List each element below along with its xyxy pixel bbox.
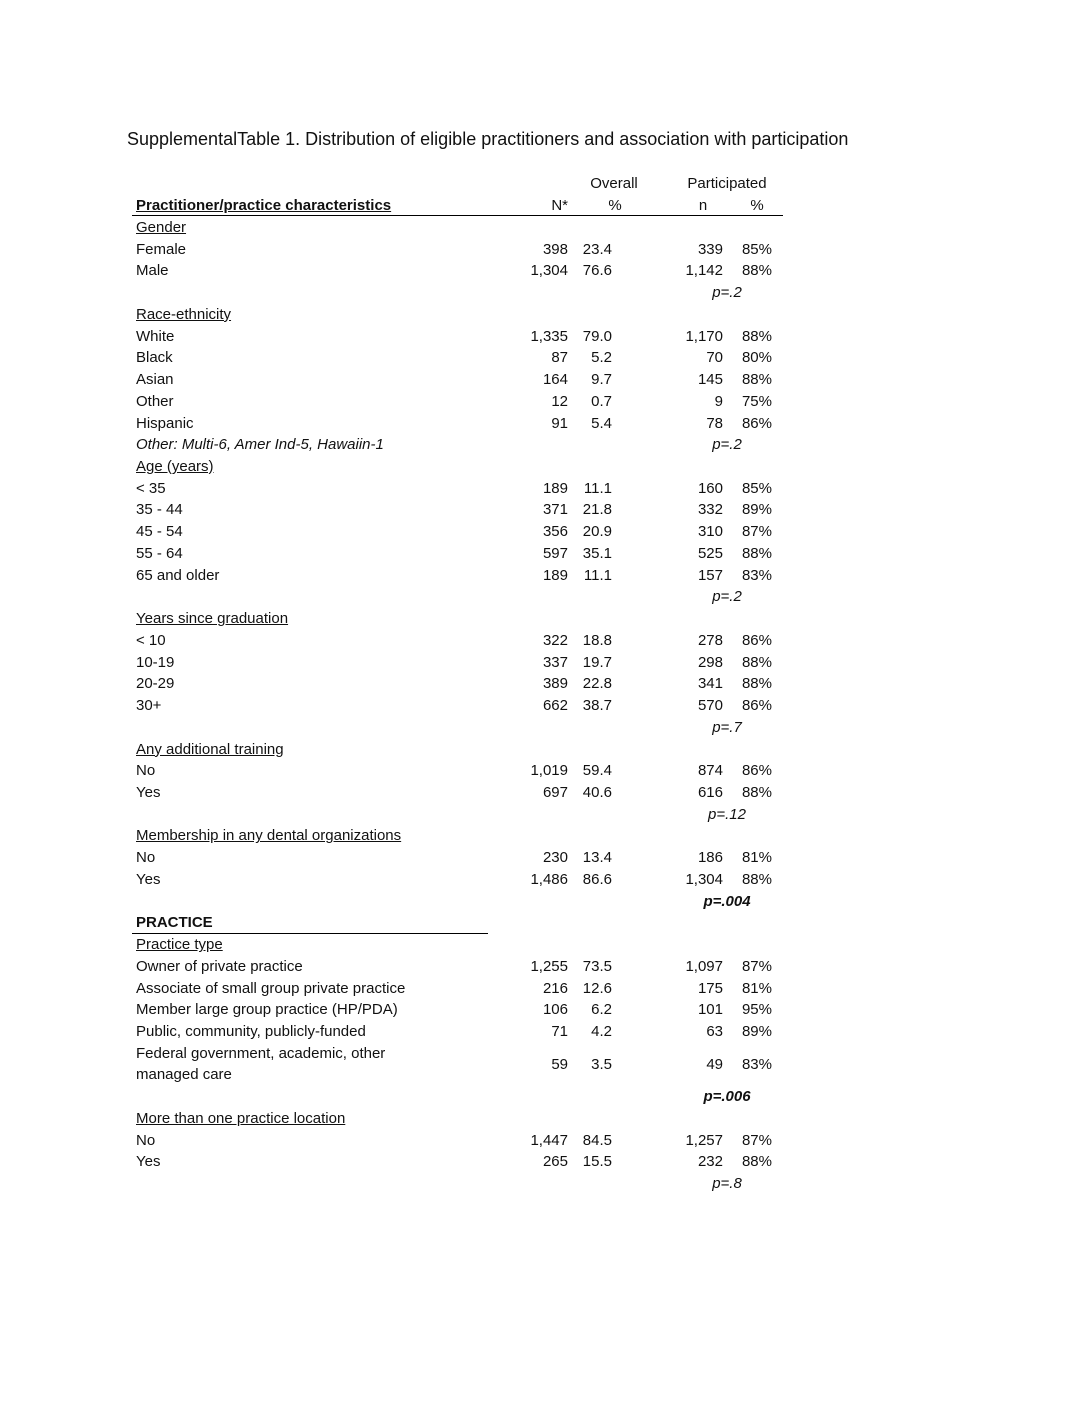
overall-n-cell: 164 [542,371,568,389]
overall-n-cell: 1,486 [530,870,568,888]
participated-pct-cell: 88% [741,327,772,345]
overall-header: Overall [590,175,638,192]
row-label: 55 - 64 [136,544,183,562]
overall-n-cell: 337 [542,653,568,671]
overall-pct-cell: 35.1 [582,544,612,562]
overall-pct-cell: 84.5 [582,1131,612,1149]
overall-pct-cell: 79.0 [582,327,612,345]
participated-pct-cell: 89% [741,1023,772,1040]
overall-pct-cell: 38.7 [582,697,612,715]
overall-pct-cell: 59.4 [582,762,612,780]
participated-pct-cell: 88% [741,262,772,280]
participated-pct-cell: 86% [741,762,772,780]
participated-pct-cell: 89% [741,501,772,519]
row-label: 65 and older [136,566,220,584]
table-row [0,697,1088,718]
overall-n-cell: 1,447 [530,1131,568,1149]
table-row [0,1132,1088,1153]
table-row [0,784,1088,805]
participated-n-cell: 298 [697,653,723,671]
table-row [0,523,1088,544]
row-label: < 35 [136,479,166,497]
section-header [0,1110,1088,1131]
participated-pct-header: % [750,197,764,214]
overall-n-cell: 189 [542,566,568,584]
overall-n-cell: 322 [542,631,568,649]
participated-n-cell: 1,257 [685,1131,723,1149]
participated-n-cell: 310 [697,523,723,541]
table-row [0,1153,1088,1174]
row-label: Public, community, publicly-funded [136,1023,366,1040]
p-value: p=.2 [712,284,742,302]
participated-n-cell: 186 [697,849,723,867]
table-row [0,980,1088,1001]
p-value-row [0,719,1088,740]
table-row [0,1023,1088,1044]
table-row [0,849,1088,870]
overall-n-cell: 1,019 [530,762,568,780]
overall-n-cell: 216 [542,979,568,997]
row-label: 10-19 [136,653,175,671]
participated-n-cell: 78 [706,414,723,432]
section-header [0,458,1088,479]
participated-pct-cell: 80% [741,349,772,367]
overall-n-cell: 371 [542,501,568,519]
row-label: Years since graduation [136,610,289,628]
row-label: Member large group practice (HP/PDA) [136,1001,398,1019]
participated-pct-cell: 83% [741,1055,772,1073]
p-value: p=.12 [708,805,746,823]
participated-pct-cell: 86% [741,414,772,432]
overall-n-cell: 265 [542,1153,568,1171]
table-row [0,654,1088,675]
row-label: PRACTICE [136,914,213,932]
participated-n-cell: 175 [697,979,723,997]
row-label: Age (years) [136,458,214,476]
section-header [0,219,1088,240]
participated-pct-cell: 75% [741,392,772,410]
row-label: Male [136,262,169,280]
row-label: Associate of small group private practice [136,979,406,997]
p-value-row [0,1088,1088,1109]
overall-pct-cell: 6.2 [591,1001,612,1019]
row-label: Gender [136,219,187,236]
participated-pct-cell: 87% [741,523,772,541]
participated-pct-cell: 85% [741,240,772,258]
p-value: p=.8 [712,1175,742,1193]
row-label: White [136,327,175,345]
table-row [0,675,1088,696]
table-row [0,1045,1088,1088]
overall-n-cell: 87 [551,349,568,367]
overall-pct-cell: 5.4 [591,414,612,432]
header-rule [132,215,783,216]
p-value-row [0,588,1088,609]
participated-pct-cell: 88% [741,371,772,389]
participated-n-cell: 339 [697,240,723,258]
participated-n-cell: 278 [697,631,723,649]
participated-pct-cell: 88% [741,1153,772,1171]
row-label: Other [136,392,174,410]
participated-pct-cell: 86% [741,697,772,715]
row-label: No [136,762,156,780]
table-row [0,567,1088,588]
row-label: Membership in any dental organizations [136,827,402,845]
overall-n-cell: 1,255 [530,957,568,975]
row-label: Female [136,240,187,258]
table-row [0,371,1088,392]
participated-n-cell: 332 [697,501,723,519]
row-label: Any additional training [136,740,284,758]
participated-pct-cell: 88% [741,870,772,888]
participated-pct-cell: 88% [741,675,772,693]
participated-header: Participated [687,175,767,192]
p-value-row [0,1175,1088,1196]
table-row [0,262,1088,283]
participated-n-cell: 160 [697,479,723,497]
n-star-header: N* [551,197,568,214]
row-label-continued: managed care [136,1066,232,1084]
table-row [0,632,1088,653]
participated-n-cell: 1,304 [685,870,723,888]
overall-n-cell: 1,335 [530,327,568,345]
participated-n-cell: 232 [697,1153,723,1171]
table-row [0,958,1088,979]
overall-pct-cell: 23.4 [582,240,612,258]
section-header [0,741,1088,762]
p-value: p=.004 [703,892,751,910]
overall-n-cell: 697 [542,783,568,801]
participated-n-cell: 9 [714,392,723,410]
table-row [0,349,1088,370]
table-row [0,871,1088,892]
row-label: More than one practice location [136,1109,346,1127]
participated-pct-cell: 83% [741,566,772,584]
participated-n-cell: 1,170 [685,327,723,345]
table-row [0,545,1088,566]
row-label: Hispanic [136,414,194,432]
row-label: Race-ethnicity [136,305,232,323]
participated-n-cell: 157 [697,566,723,584]
table-row [0,480,1088,501]
overall-pct-cell: 22.8 [582,675,612,693]
p-value-row [0,284,1088,305]
overall-n-cell: 389 [542,675,568,693]
p-value: p=.006 [703,1088,751,1106]
participated-n-cell: 49 [706,1055,723,1073]
characteristics-header: Practitioner/practice characteristics [136,197,392,214]
overall-pct-cell: 11.1 [583,479,612,497]
section-header [0,936,1088,957]
table-row [0,415,1088,436]
participated-pct-cell: 86% [741,631,772,649]
participated-n-cell: 525 [697,544,723,562]
participated-n-cell: 616 [697,783,723,801]
participated-pct-cell: 87% [741,1131,772,1149]
participated-n-cell: 63 [706,1023,723,1040]
p-value: p=.7 [712,718,742,736]
overall-pct-cell: 11.1 [583,566,612,584]
overall-pct-cell: 4.2 [591,1023,612,1040]
table-title: SupplementalTable 1. Distribution of eligible practitioners and association with participation [127,129,849,149]
overall-n-cell: 59 [551,1055,568,1073]
overall-pct-cell: 0.7 [591,392,612,410]
table-row [0,762,1088,783]
overall-n-cell: 597 [542,544,568,562]
row-label: Other: Multi-6, Amer Ind-5, Hawaiin-1 [136,436,384,454]
row-label: Federal government, academic, other [136,1044,386,1062]
overall-n-cell: 230 [542,849,568,867]
overall-pct-header: % [608,197,622,214]
row-label: < 10 [136,631,166,649]
overall-pct-cell: 40.6 [582,783,612,801]
table-row [0,1001,1088,1022]
section-header [0,610,1088,631]
participated-n-cell: 145 [697,371,723,389]
row-label: 20-29 [136,675,175,693]
table-row [0,328,1088,349]
p-value-row [0,806,1088,827]
participated-n-cell: 341 [697,675,723,693]
overall-pct-cell: 86.6 [582,870,612,888]
participated-n-cell: 101 [697,1001,723,1019]
row-label: No [136,849,156,867]
participated-pct-cell: 81% [741,849,772,867]
participated-n-cell: 70 [706,349,723,367]
overall-n-cell: 189 [542,479,568,497]
overall-pct-cell: 5.2 [591,349,612,367]
participated-n-cell: 1,142 [685,262,723,280]
overall-pct-cell: 73.5 [582,957,612,975]
p-value-row [0,893,1088,914]
overall-n-cell: 1,304 [530,262,568,280]
overall-n-cell: 91 [551,414,568,432]
overall-n-cell: 662 [542,697,568,715]
overall-n-cell: 398 [542,240,568,258]
row-label: Owner of private practice [136,957,303,975]
section-header [0,827,1088,848]
overall-pct-cell: 13.4 [582,849,612,867]
row-label: Yes [136,870,161,888]
row-label: Yes [136,1153,161,1171]
p-value: p=.2 [712,436,742,454]
table-row [0,501,1088,522]
participated-n-cell: 1,097 [685,957,723,975]
participated-n-header: n [698,197,708,214]
p-value: p=.2 [712,588,742,606]
participated-n-cell: 874 [697,762,723,780]
table-row [0,393,1088,414]
overall-n-cell: 12 [551,392,568,410]
overall-pct-cell: 9.7 [591,371,612,389]
participated-pct-cell: 85% [741,479,772,497]
overall-pct-cell: 76.6 [582,262,612,280]
overall-n-cell: 356 [542,523,568,541]
overall-pct-cell: 12.6 [582,979,612,997]
row-label: Practice type [136,936,223,954]
overall-pct-cell: 21.8 [582,501,612,519]
row-label: 45 - 54 [136,523,183,541]
row-label: Black [136,349,173,367]
group-heading [0,914,1088,935]
participated-pct-cell: 88% [741,783,772,801]
row-label: 30+ [136,697,162,715]
overall-pct-cell: 20.9 [582,523,612,541]
participated-pct-cell: 88% [741,653,772,671]
overall-n-cell: 71 [551,1023,568,1040]
overall-pct-cell: 19.7 [582,653,612,671]
participated-n-cell: 570 [697,697,723,715]
overall-pct-cell: 15.5 [582,1153,612,1171]
row-label: Yes [136,783,161,801]
participated-pct-cell: 95% [741,1001,772,1019]
overall-n-cell: 106 [542,1001,568,1019]
participated-pct-cell: 81% [741,979,772,997]
row-label: No [136,1131,156,1149]
section-header [0,306,1088,327]
row-label: 35 - 44 [136,501,183,519]
participated-pct-cell: 87% [741,957,772,975]
overall-pct-cell: 18.8 [582,631,612,649]
row-label: Asian [136,371,174,389]
participated-pct-cell: 88% [741,544,772,562]
table-row [0,241,1088,262]
note-row [0,436,1088,457]
overall-pct-cell: 3.5 [591,1055,612,1073]
